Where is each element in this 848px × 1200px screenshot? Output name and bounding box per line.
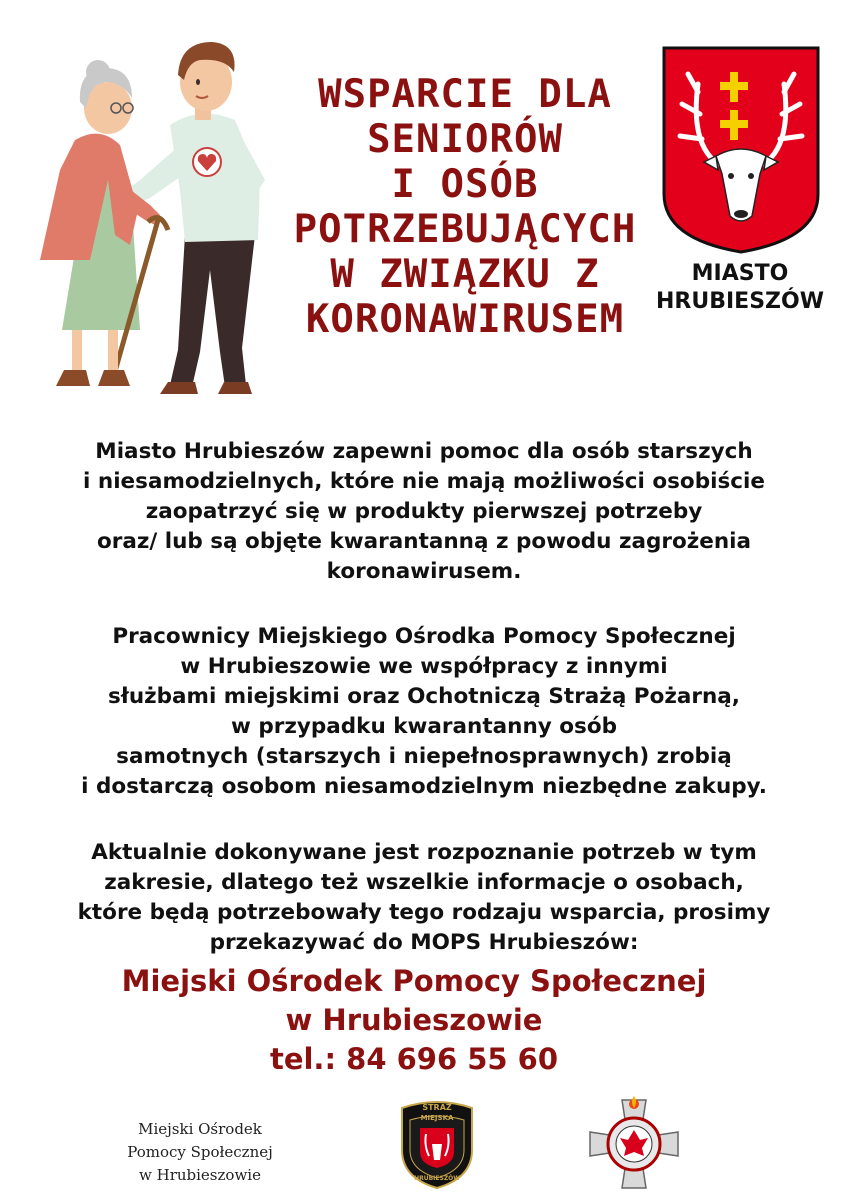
- seniors-illustration: [20, 30, 290, 400]
- mops-footer-line: w Hrubieszowie: [139, 1166, 261, 1184]
- paragraph-line: zaopatrzyć się w produkty pierwszej potrzeby: [145, 499, 703, 524]
- paragraph-line: w Hrubieszowie we współpracy z innymi: [180, 654, 668, 679]
- paragraph-line: koronawirusem.: [326, 559, 522, 584]
- paragraph-line: i niesamodzielnych, które nie mają możliwości osobiście: [83, 469, 765, 494]
- badge-text-top: STRAŻ: [422, 1103, 452, 1112]
- paragraph-line: Miasto Hrubieszów zapewni pomoc dla osób starszych: [95, 439, 753, 464]
- city-guard-badge-icon: [396, 1098, 478, 1190]
- paragraph-intro: [10, 437, 838, 587]
- paragraph-line: Aktualnie dokonywane jest rozpoznanie potrzeb w tym: [91, 840, 757, 865]
- headline-line-6: KORONAWIRUSEM: [305, 297, 625, 342]
- contact-phone: tel.: 84 696 55 60: [269, 1042, 559, 1076]
- paragraph-line: w przypadku kwarantanny osób: [231, 714, 617, 739]
- headline-line-2: SENIORÓW: [367, 117, 563, 162]
- city-label-line-1: MIASTO: [691, 261, 789, 286]
- badge-text-bottom: HRUBIESZÓW: [414, 1175, 460, 1182]
- city-label: [640, 260, 840, 316]
- headline-line-4: POTRZEBUJĄCYCH: [293, 207, 637, 252]
- paragraph-line: które będą potrzebowały tego rodzaju wsparcia, prosimy: [77, 900, 771, 925]
- paragraph-line: zakresie, dlatego też wszelkie informacje o osobach,: [104, 870, 744, 895]
- mops-footer-line: Miejski Ośrodek: [138, 1120, 262, 1138]
- headline-line-3: I OSÓB: [391, 162, 539, 207]
- headline-line-1: WSPARCIE DLA: [318, 72, 612, 117]
- paragraph-line: i dostarczą osobom niesamodzielnym niezbędne zakupy.: [81, 774, 767, 799]
- fire-brigade-badge-icon: [586, 1096, 682, 1192]
- mops-footer-label: [100, 1118, 300, 1187]
- paragraph-line: służbami miejskimi oraz Ochotniczą Strażą Pożarną,: [108, 684, 740, 709]
- paragraph-line: przekazywać do MOPS Hrubieszów:: [209, 930, 639, 955]
- paragraph-line: Pracownicy Miejskiego Ośrodka Pomocy Społecznej: [112, 624, 736, 649]
- paragraph-workers: [10, 622, 838, 802]
- coat-of-arms-icon: [660, 44, 822, 256]
- contact-org-line-1: Miejski Ośrodek Pomocy Społecznej: [121, 964, 707, 998]
- city-label-line-2: HRUBIESZÓW: [656, 289, 824, 314]
- paragraph-request: [10, 838, 838, 958]
- paragraph-line: oraz/ lub są objęte kwarantanną z powodu zagrożenia: [96, 529, 752, 554]
- badge-text-mid: MIEJSKA: [420, 1114, 454, 1122]
- headline-line-5: W ZWIĄZKU Z: [330, 252, 600, 297]
- mops-footer-line: Pomocy Społecznej: [127, 1143, 273, 1161]
- contact-org-line-2: w Hrubieszowie: [285, 1003, 543, 1037]
- contact-block: [10, 962, 818, 1079]
- paragraph-line: samotnych (starszych i niepełnosprawnych) zrobią: [116, 744, 732, 769]
- headline: [280, 72, 650, 342]
